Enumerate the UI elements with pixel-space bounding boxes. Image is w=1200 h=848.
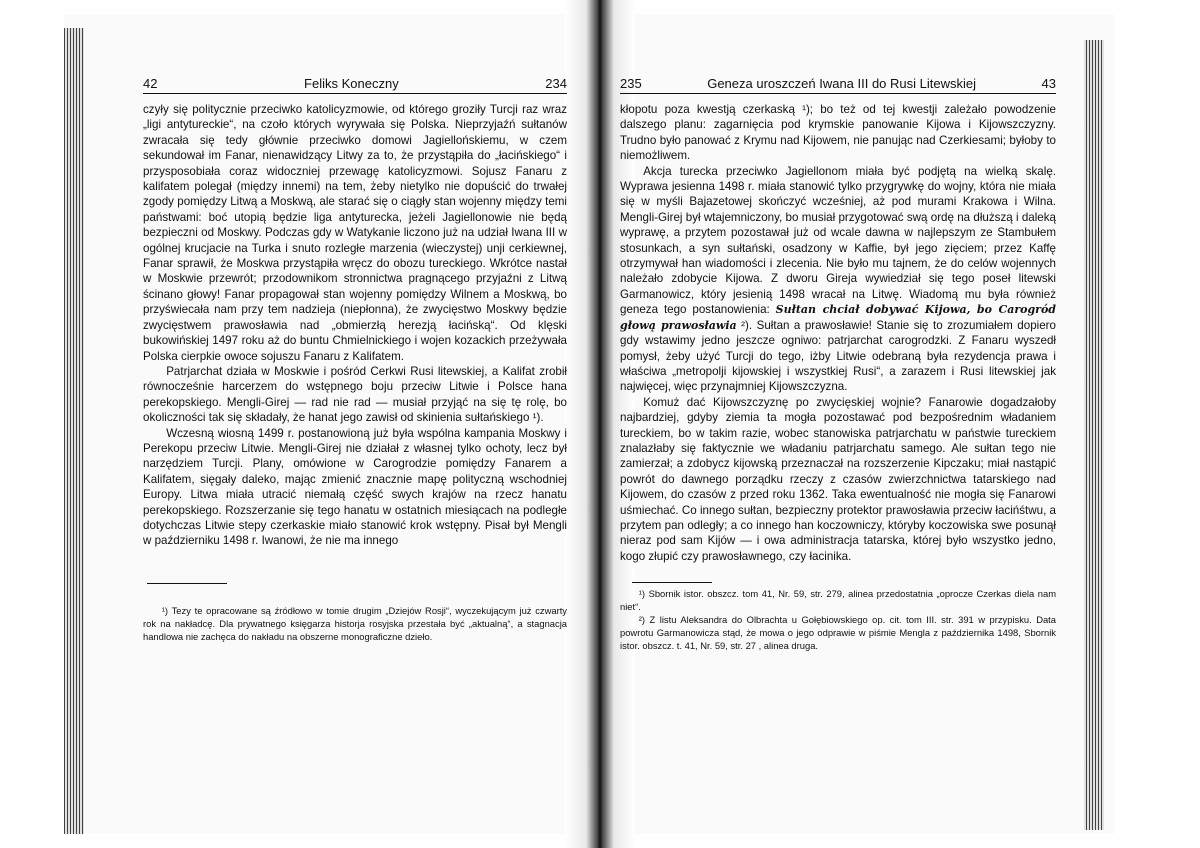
right-footnotes (620, 587, 1056, 652)
running-head: Geneza uroszczeń Iwana III do Rusi Litewskiej (707, 76, 977, 91)
running-head: Feliks Koneczny (304, 76, 399, 91)
volume-page-number: 235 (620, 76, 642, 91)
paragraph: czyły się politycznie przeciwko katolicyzmowie, od którego groziły Turcji raz wraz „ligi antytureckie“, na czoło których wyrywała się Polska. Nieprzyjaźń sułtanów zwracała się tedy głównie przeciwko domowi Jagiellońskiemu, w czem sekundował im Fanar, nienawidzący Litwy za to, że przystąpiła do „łacińskiego“ i przysposobiała coraz widoczniej przewagę katolicyzmowi. Sojusz Fanaru z kalifatem polegał (między innemi) na tem, żeby nietylko nie dopuścić do trwałej zgody pomiędzy Litwą a Moskwą, ale starać się o ciągły stan wojenny między temi państwami: boć utopią będzie liga antyturecka, jeżeli Jagiellonowie nie będą bezpieczni od Moskwy. Podczas gdy w Watykanie liczono już na udział Iwana III w ogólnej krucjacie na Turka i snuto rozległe marzenia (wieczystej) unji cerkiewnej, Fanar sprawił, że Moskwa przystąpiła wręcz do obozu tureckiego. Wkrótce nastał w Moskwie przewrót; przodownikom stronnictwa pragnącego przyjaźni z Litwą ścinano głowy! Fanar propagował stan wojenny pomiędzy Wilnem a Moskwą, bo przyświecała nam przy tem nadzieja (niepłonna), że zwycięstwo Moskwy będzie zwycięstwem prawosławia nad „obmierzłą herezją łacińską“. Od klęski bukowińskiej 1497 roku aż do buntu Chmielnickiego i wojen kozackich przeżywała Polska cierpkie owoce sojuszu Fanaru z Kalifatem. (143, 103, 567, 363)
left-footnotes (143, 604, 567, 643)
paragraph: kłopotu poza kwestją czerkaską ¹); bo też od tej kwestji zależało powodzenie dalszego planu: zagarnięcia pod krymskie panowanie Kijowa i Kijowszczyzny. Trudno było panować z Krymu nad Kijowem, nie panując nad Czerkiesami; byłoby to niemożliwem. (620, 103, 1056, 163)
footnote-rule (147, 583, 227, 584)
right-body-text (620, 102, 1056, 564)
right-page (620, 76, 1056, 652)
footnote-rule (632, 582, 712, 583)
footnote: ²) Z listu Aleksandra do Olbrachta u Gołębiowskiego op. cit. tom III. str. 391 w przypisku. Data powrotu Garmanowicza stąd, że mowa o jego odprawie w piśmie Mengla z października 1498, Sbornik istor. obszcz. t. 41, Nr. 59, str. 27 , alinea druga. (620, 614, 1056, 652)
footnote: ¹) Tezy te opracowane są źródłowo w tomie drugim „Dziejów Rosji“, wyczekującym już czwarty rok na nakładcę. Dla prywatnego księgarza historja rosyjska przestała być „aktualną“, a stagnacja handlowa nie zachęca do nakładu na obszerne monograficzne dzieło. (143, 604, 567, 642)
footnote: ¹) Sbornik istor. obszcz. tom 41, Nr. 59, str. 279, alinea przedostatnia „oprocze Czerkas diela nam niet“. (620, 588, 1056, 613)
left-page-header (143, 76, 567, 94)
page-number: 42 (143, 76, 158, 91)
left-page-edge (64, 28, 84, 834)
right-page-header (620, 76, 1056, 94)
volume-page-number: 234 (545, 76, 567, 91)
page-number: 43 (1041, 76, 1056, 91)
left-body-text (143, 102, 567, 549)
paragraph-text: Akcja turecka przeciwko Jagiellonom miała być podjętą na wielką skalę. Wyprawa jesienna 1498 r. miała stanowić tylko przygrywkę do wojny, która nie miała się w myśli Bajazetowej skończyć wcześniej, aż pod murami Krakowa i Wilna. Mengli-Girej był wtajemniczony, bo musiał przygotować swą ordę na dłuższą i daleką wyprawę, a przytem pozostawał już od wcale dawna w najlepszym ze Stambułem stosunkach, a syn sułtański, osadzony w Kaffie, był jego zięciem; przez Kaffę otrzymywał han wiadomości i zlecenia. Nie było mu tajnem, że do celów wojennych należało zdobycie Kijowa. Z dworu Gireja wywiedział się tego poseł litewski Garmanowicz, który jesienią 1498 wracał na Litwę. Wiadomą mu była również geneza tego postanowienia: (620, 164, 1056, 317)
paragraph: Wczesną wiosną 1499 r. postanowioną już była wspólna kampania Moskwy i Perekopu przeciw Litwie. Mengli-Girej nie działał z własnej tylko ochoty, lecz był narzędziem Turcji. Plany, omówione w Carogrodzie pomiędzy Fanarem a Kalifatem, sięgały daleko, mając zmienić znacznie mapę polityczną wschodniej Europy. Litwa miała utracić niemałą część swych krajów na rzecz hanatu perekopskiego. Rozszerzanie się tego hanatu w ostatnich miesiącach na podległe dotychczas Litwie stepy czerkaskie miało stanowić krok wstępny. Pisał był Mengli w październiku 1498 r. Iwanowi, że nie ma innego (143, 426, 567, 548)
quoted-phrase: Sułtan chciał dobywać Kijowa, bo Carogród głową prawosławia (620, 303, 1056, 332)
paragraph: Komuż dać Kijowszczyznę po zwycięskiej wojnie? Fanarowie dogadzałoby najbardziej, gdyby ziemia ta mogła pozostawać pod bezpośrednim władaniem tureckiem, bo w takim razie, wobec stanowiska patrjarchatu w państwie tureckiem znalazłaby się faktycznie we władaniu patrjarchatu samego. Ale sułtan tego nie zamierzał; a zdobycz kijowską przeznaczał na rozszerzenie Kipczaku; miał nastąpić powrót do dawnego porządku rzeczy z czasów zwierzchnictwa tatarskiego nad Kijowem, do czasów z przed roku 1362. Taka ewentualność nie mogła się Fanarowi uśmiechać. Co innego sułtan, bezpieczny protektor prawosławia przeciw łacińśtwu, a przytem pan odległy; a co innego han koczowniczy, któryby koczowiska swe posunął nieraz pod sam Kijów — i owa administracja tatarska, której było wszystko jedno, kogo złupić czy prawosławnego, czy łacinika. (620, 395, 1056, 563)
paragraph: Patrjarchat działa w Moskwie i pośród Cerkwi Rusi litewskiej, a Kalifat zrobił równocześnie harcerzem do wstępnego boju przeciw Litwie i Polsce hana perekopskiego. Mengli-Girej — rad nie rad — musiał przyjąć na się tę rolę, bo okoliczności tak się składały, że hanat jego zawisł od skinienia sułtańskiego ¹). (143, 364, 567, 425)
paragraph-text: ²). Sułtan a prawosławie! Stanie się to zrozumiałem dopiero gdy wstawimy jedno jeszcze ogniwo: patrjarchat carogrodzki. Z Fanaru wyszedł pomysł, żeby użyć Turcji do tego, iżby Litwie odebraną była rezydencja prawa i właściwa „metropolji kijowskiej i wszystkiej Rusi“, a zarazem i Rusi litewskiej jak najwięcej, więc przynajmniej Kijowszczyzna. (620, 318, 1056, 394)
paragraph (620, 164, 1056, 395)
right-page-edge (1084, 40, 1104, 830)
left-page (143, 76, 567, 643)
